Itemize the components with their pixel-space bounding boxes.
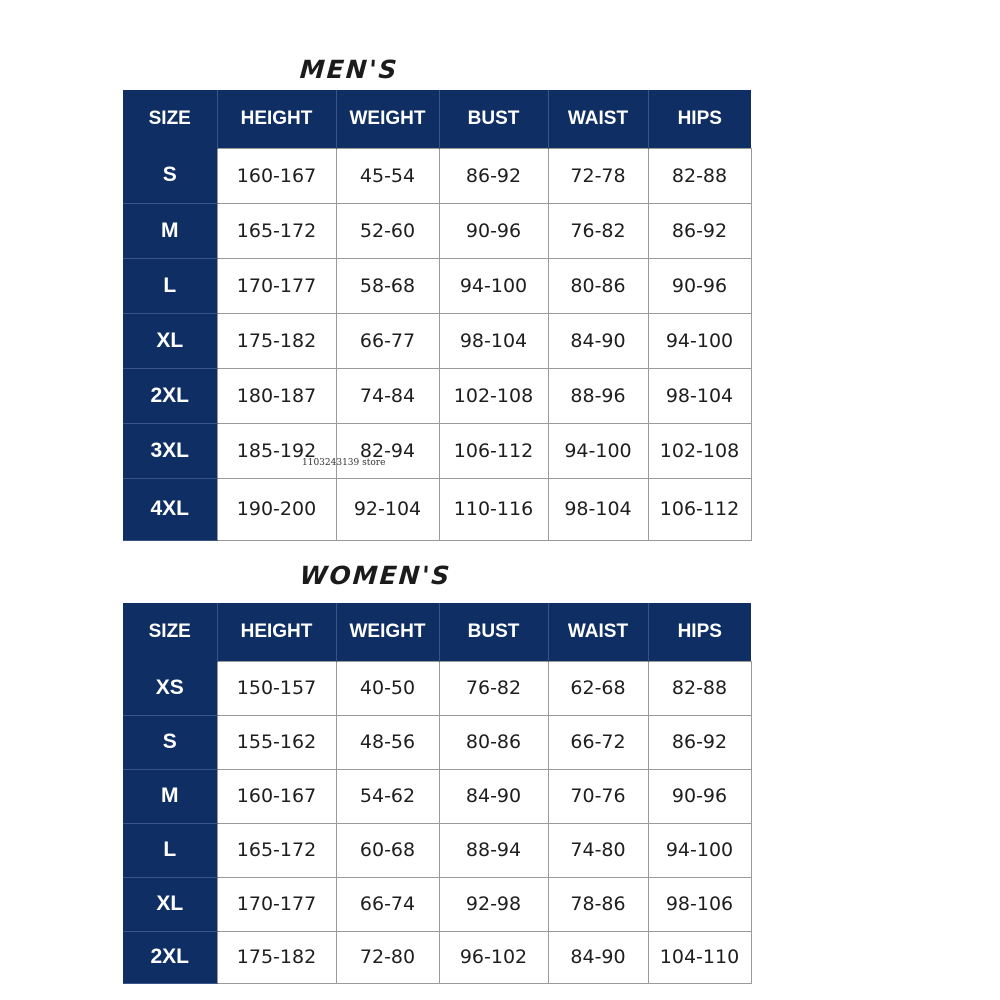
mens-row-xl xyxy=(123,313,751,368)
size-label: L xyxy=(123,823,217,877)
bust-cell: 106-112 xyxy=(439,423,548,478)
womens-row-xl xyxy=(123,877,751,931)
mens-header-row xyxy=(123,90,751,148)
mens-row-4xl xyxy=(123,478,751,540)
hips-cell: 94-100 xyxy=(648,313,751,368)
mens-header-hips: HIPS xyxy=(648,90,751,148)
hips-cell: 90-96 xyxy=(648,769,751,823)
size-label: S xyxy=(123,715,217,769)
size-label: 4XL xyxy=(123,478,217,540)
height-cell: 170-177 xyxy=(217,258,336,313)
womens-header-size: SIZE xyxy=(123,603,217,661)
weight-cell: 45-54 xyxy=(336,148,439,203)
womens-row-l xyxy=(123,823,751,877)
bust-cell: 80-86 xyxy=(439,715,548,769)
mens-row-2xl xyxy=(123,368,751,423)
weight-cell: 92-104 xyxy=(336,478,439,540)
size-label: M xyxy=(123,203,217,258)
mens-row-m xyxy=(123,203,751,258)
womens-row-m xyxy=(123,769,751,823)
height-cell: 180-187 xyxy=(217,368,336,423)
waist-cell: 84-90 xyxy=(548,313,648,368)
bust-cell: 98-104 xyxy=(439,313,548,368)
height-cell: 190-200 xyxy=(217,478,336,540)
bust-cell: 84-90 xyxy=(439,769,548,823)
weight-cell: 54-62 xyxy=(336,769,439,823)
waist-cell: 76-82 xyxy=(548,203,648,258)
waist-cell: 62-68 xyxy=(548,661,648,715)
mens-row-l xyxy=(123,258,751,313)
weight-cell: 82-94 xyxy=(336,423,439,478)
mens-header-size: SIZE xyxy=(123,90,217,148)
size-label: 2XL xyxy=(123,368,217,423)
womens-section-title: WOMEN'S xyxy=(298,561,453,590)
bust-cell: 88-94 xyxy=(439,823,548,877)
bust-cell: 86-92 xyxy=(439,148,548,203)
hips-cell: 82-88 xyxy=(648,661,751,715)
hips-cell: 90-96 xyxy=(648,258,751,313)
size-label: 2XL xyxy=(123,931,217,983)
womens-row-xs xyxy=(123,661,751,715)
height-cell: 150-157 xyxy=(217,661,336,715)
weight-cell: 40-50 xyxy=(336,661,439,715)
mens-row-3xl xyxy=(123,423,751,478)
womens-header-height: HEIGHT xyxy=(217,603,336,661)
mens-header-waist: WAIST xyxy=(548,90,648,148)
waist-cell: 78-86 xyxy=(548,877,648,931)
womens-header-weight: WEIGHT xyxy=(336,603,439,661)
bust-cell: 90-96 xyxy=(439,203,548,258)
height-cell: 165-172 xyxy=(217,823,336,877)
hips-cell: 98-106 xyxy=(648,877,751,931)
hips-cell: 106-112 xyxy=(648,478,751,540)
size-label: L xyxy=(123,258,217,313)
womens-header-bust: BUST xyxy=(439,603,548,661)
weight-cell: 74-84 xyxy=(336,368,439,423)
height-cell: 165-172 xyxy=(217,203,336,258)
mens-row-s xyxy=(123,148,751,203)
size-label: XL xyxy=(123,877,217,931)
weight-cell: 48-56 xyxy=(336,715,439,769)
weight-cell: 66-77 xyxy=(336,313,439,368)
hips-cell: 82-88 xyxy=(648,148,751,203)
mens-size-table xyxy=(123,90,752,541)
height-cell: 160-167 xyxy=(217,769,336,823)
mens-section-title: MEN'S xyxy=(298,55,400,84)
waist-cell: 88-96 xyxy=(548,368,648,423)
waist-cell: 70-76 xyxy=(548,769,648,823)
height-cell: 175-182 xyxy=(217,313,336,368)
waist-cell: 94-100 xyxy=(548,423,648,478)
womens-header-hips: HIPS xyxy=(648,603,751,661)
height-cell: 155-162 xyxy=(217,715,336,769)
mens-header-bust: BUST xyxy=(439,90,548,148)
womens-row-s xyxy=(123,715,751,769)
hips-cell: 102-108 xyxy=(648,423,751,478)
womens-row-2xl xyxy=(123,931,751,983)
womens-header-waist: WAIST xyxy=(548,603,648,661)
waist-cell: 74-80 xyxy=(548,823,648,877)
size-label: XS xyxy=(123,661,217,715)
weight-cell: 66-74 xyxy=(336,877,439,931)
womens-size-table xyxy=(123,603,752,984)
hips-cell: 94-100 xyxy=(648,823,751,877)
hips-cell: 104-110 xyxy=(648,931,751,983)
bust-cell: 76-82 xyxy=(439,661,548,715)
mens-header-weight: WEIGHT xyxy=(336,90,439,148)
hips-cell: 86-92 xyxy=(648,715,751,769)
hips-cell: 98-104 xyxy=(648,368,751,423)
size-label: M xyxy=(123,769,217,823)
size-label: S xyxy=(123,148,217,203)
weight-cell: 52-60 xyxy=(336,203,439,258)
womens-header-row xyxy=(123,603,751,661)
weight-cell: 72-80 xyxy=(336,931,439,983)
weight-cell: 58-68 xyxy=(336,258,439,313)
height-cell: 175-182 xyxy=(217,931,336,983)
waist-cell: 98-104 xyxy=(548,478,648,540)
waist-cell: 84-90 xyxy=(548,931,648,983)
store-watermark: 1103243139 store xyxy=(302,458,386,468)
size-label: XL xyxy=(123,313,217,368)
height-cell: 160-167 xyxy=(217,148,336,203)
bust-cell: 92-98 xyxy=(439,877,548,931)
size-label: 3XL xyxy=(123,423,217,478)
waist-cell: 66-72 xyxy=(548,715,648,769)
hips-cell: 86-92 xyxy=(648,203,751,258)
bust-cell: 102-108 xyxy=(439,368,548,423)
waist-cell: 72-78 xyxy=(548,148,648,203)
weight-cell: 60-68 xyxy=(336,823,439,877)
height-cell: 185-192 xyxy=(217,423,336,478)
height-cell: 170-177 xyxy=(217,877,336,931)
bust-cell: 96-102 xyxy=(439,931,548,983)
bust-cell: 94-100 xyxy=(439,258,548,313)
bust-cell: 110-116 xyxy=(439,478,548,540)
waist-cell: 80-86 xyxy=(548,258,648,313)
mens-header-height: HEIGHT xyxy=(217,90,336,148)
